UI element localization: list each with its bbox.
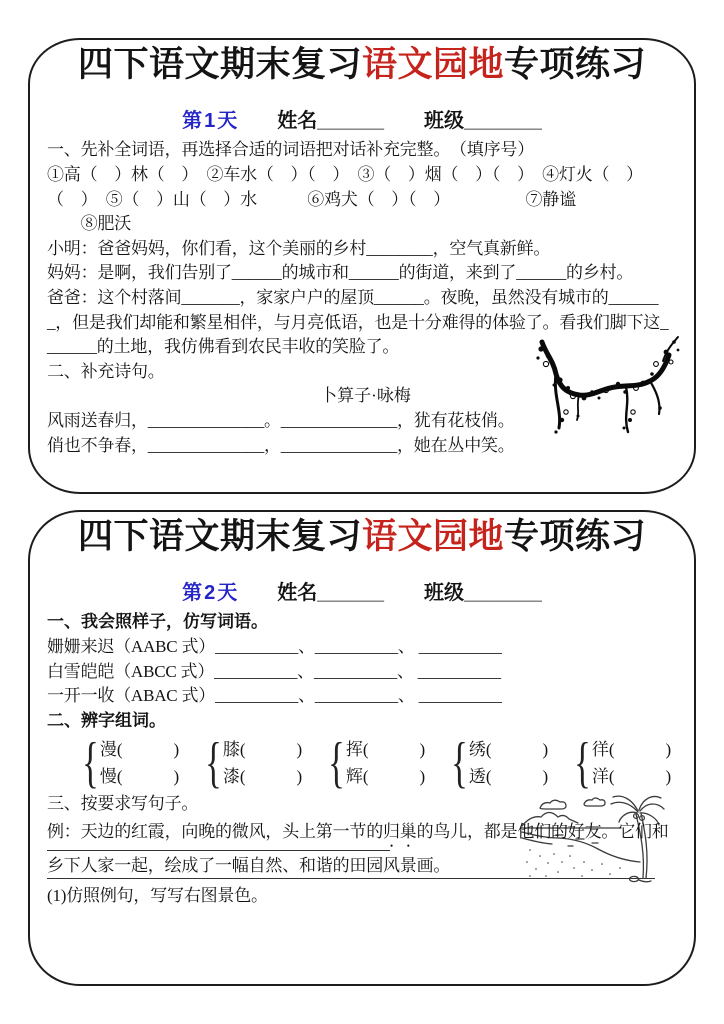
word-bank-line: （ ） ⑤（ ）山（ ）水 ⑥鸡犬（ ）（ ） ⑦静谧 [47, 189, 576, 209]
pair-top: 漫( ) [99, 740, 180, 760]
day-label: 第1天 [182, 110, 240, 133]
brace-glyph: { [205, 732, 222, 795]
pair-top: 徉( ) [591, 740, 672, 760]
word-bank-line: ⑧肥沃 [47, 214, 131, 234]
header-row [30, 580, 694, 606]
panel2-content [30, 606, 694, 910]
example-sentence-line [47, 817, 684, 851]
dialogue-line: ______的土地，我仿佛看到农民丰收的笑脸了。 [47, 337, 400, 357]
example-text: 的鸟儿，都是他们的好友。它们和 [416, 822, 669, 841]
brace-glyph: { [574, 732, 591, 795]
title-left: 四下语文期末复习 [77, 517, 362, 556]
word-bank-line: ①高（ ）林（ ） ②车水（ ）（ ） ③（ ）烟（ ）（ ） ④灯火（ ） [47, 165, 643, 185]
dialogue-line: 爸爸：这个村落间_______，家家户户的屋顶______。夜晚，虽然没有城市的______ [47, 288, 659, 307]
name-field: 姓名______ [277, 110, 384, 133]
title-highlight: 语文园地 [361, 45, 504, 84]
title-right: 专项练习 [504, 45, 647, 84]
page-title [30, 517, 694, 557]
word-pattern-line: 白雪皑皑（ABCC 式）__________、__________、 __________ [47, 661, 501, 681]
title-right: 专项练习 [504, 517, 647, 556]
page-title [30, 45, 694, 85]
question-1-title: 一、我会照样子，仿写词语。 [47, 612, 268, 632]
dialogue-line: _，但是我们却能和繁星相伴，与月亮低语，也是十分难得的体验了。看我们脚下这_ [47, 312, 669, 332]
char-pair [569, 732, 692, 795]
question-2-title: 二、补充诗句。 [47, 361, 165, 381]
pair-top: 挥( ) [345, 740, 426, 760]
dialogue-line: 妈妈：是啊，我们告别了______的城市和______的街道，来到了______的乡村。 [47, 263, 634, 283]
char-discrimination-row [77, 732, 684, 795]
example-sentence-line: 乡下人家一起，绘成了一幅自然、和谐的田园风景画。 [47, 856, 451, 875]
word-pattern-line: 一开一收（ABAC 式）__________、__________、 __________ [47, 686, 502, 706]
worksheet-day2-panel [28, 510, 696, 986]
poem-line: 风雨送春归，______________。______________，犹有花枝俏。 [47, 410, 515, 430]
day-label: 第2天 [182, 582, 240, 605]
panel1-content [30, 134, 694, 458]
example-emphasized-text: 归巢 [383, 822, 417, 841]
brace-glyph: { [82, 732, 99, 795]
word-pattern-line: 姗姗来迟（AABC 式）__________、__________、 __________ [47, 637, 502, 657]
poem-title: 卜算子·咏梅 [320, 386, 411, 406]
header-row [30, 108, 694, 134]
worksheet-day1-panel [28, 38, 696, 494]
class-field: 班级_______ [424, 110, 542, 133]
question-2-title: 二、辨字组词。 [47, 710, 166, 730]
pair-bottom: 辉( ) [345, 767, 426, 787]
char-pair [200, 732, 323, 795]
poem-line: 俏也不争春，______________，______________，她在丛中笑。 [47, 435, 515, 455]
question-3-title: 三、按要求写句子。 [47, 794, 199, 814]
question-1-title: 一、先补全词语，再选择合适的词语把对话补充完整。 （填序号） [47, 140, 534, 160]
sub-question: (1)仿照例句，写写右图景色。 [47, 886, 268, 905]
example-text: 例：天边的红霞，向晚的微风，头上第一节的 [47, 822, 383, 841]
brace-glyph: { [451, 732, 468, 795]
pair-bottom: 透( ) [468, 767, 549, 787]
char-pair [77, 732, 200, 795]
char-pair [446, 732, 569, 795]
pair-top: 绣( ) [468, 740, 549, 760]
pair-bottom: 洋( ) [591, 767, 672, 787]
pair-top: 膝( ) [222, 740, 303, 760]
class-field: 班级_______ [424, 582, 542, 605]
name-field: 姓名______ [277, 582, 384, 605]
title-left: 四下语文期末复习 [77, 45, 362, 84]
dialogue-line: 小明：爸爸妈妈，你们看，这个美丽的乡村________，空气真新鲜。 [47, 238, 551, 258]
pair-bottom: 慢( ) [99, 767, 180, 787]
pair-bottom: 漆( ) [222, 767, 303, 787]
char-pair [323, 732, 446, 795]
brace-glyph: { [328, 732, 345, 795]
title-highlight: 语文园地 [361, 517, 504, 556]
